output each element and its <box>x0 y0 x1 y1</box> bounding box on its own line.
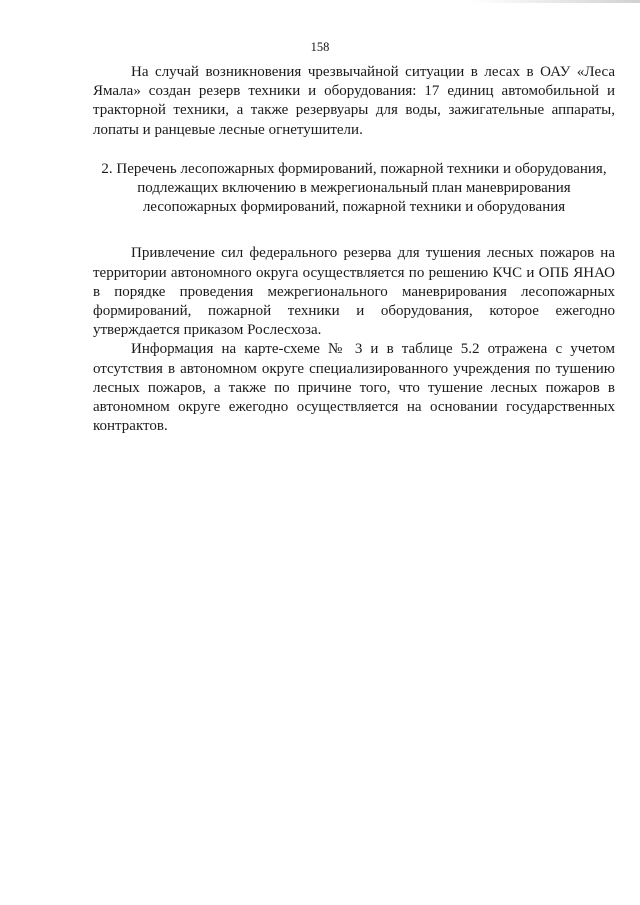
scan-edge-shadow <box>470 0 640 3</box>
section-heading <box>93 160 615 218</box>
document-body <box>93 63 615 436</box>
page-number: 158 <box>310 40 330 54</box>
paragraph-map-information: Информация на карте-схеме № 3 и в таблице 5.2 отражена с учетом отсутствия в автономном округе специализированного учреждения по тушению лесных пожаров, а также по причине того, что тушение лесных пожаров в автономном округе ежегодно осуществляется на основании государственных контрактов. <box>93 341 615 435</box>
section-heading-line-3: лесопожарных формирований, пожарной техники и оборудования <box>142 199 566 216</box>
paragraph-federal-reserve: Привлечение сил федерального резерва для тушения лесных пожаров на территории автономного округа осуществляется по решению КЧС и ОПБ ЯНАО в порядке проведения межрегионального маневрирования лесопожарных формирований, пожарной техники и оборудования, которое ежегодно утверждается приказом Рослесхоза. <box>93 245 615 339</box>
section-heading-line-2: подлежащих включению в межрегиональный план маневрирования <box>137 180 571 197</box>
section-heading-line-1: 2. Перечень лесопожарных формирований, пожарной техники и оборудования, <box>101 160 607 177</box>
paragraph-reserve-equipment: На случай возникновения чрезвычайной ситуации в лесах в ОАУ «Леса Ямала» создан резерв техники и оборудования: 17 единиц автомобильной и тракторной техники, а также резервуары для воды, зажигательные аппараты, лопаты и ранцевые лесные огнетушители. <box>93 64 615 138</box>
